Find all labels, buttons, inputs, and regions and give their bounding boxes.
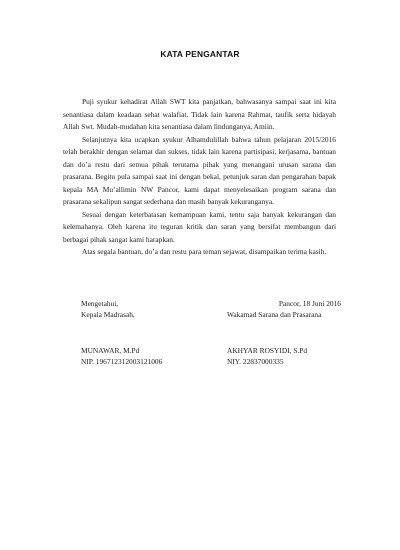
- document-body: [63, 96, 336, 259]
- signature-right-footer: [227, 345, 343, 367]
- signature-left-name: MUNAWAR, M.Pd: [81, 346, 140, 355]
- document-title: KATA PENGANTAR: [160, 49, 240, 59]
- paragraph-closing: Atas segala bantuan, do’a dan restu para teman sejawat, disampaikan terima kasih.: [82, 247, 327, 256]
- signature-right-id: NIY. 22837000335: [227, 357, 284, 366]
- signature-left-label: Mengetahui,: [81, 299, 119, 308]
- signature-left-header: [81, 298, 135, 320]
- signature-right-place-date: Pancor, 18 Juni 2016: [278, 299, 341, 308]
- signature-right-header: [227, 298, 343, 320]
- paragraph-limitations: Sesuai dengan keterbatasan kemampuan kami, tentu saja banyak kekurangan dan kelemahanya. Oleh karena itu teguran kritik dan saran yang bersifat membangun dari berbagai pihak sangat kami harapkan.: [63, 209, 336, 244]
- signature-left-footer: [81, 345, 162, 367]
- signature-right-position: Wakamad Sarana dan Prasarana: [227, 310, 322, 319]
- paragraph-opening: Puji syukur kehadirat Allah SWT kita panjatkan, bahwasanya sampai saat ini kita senantiasa dalam keadaan sehat walafiat. Tidak lain karena Rahmat, taufik serta hidayah Allah Swt. Mudah-mudahan kita senantiasa dalam lindunganya, Amiin.: [63, 97, 336, 131]
- signature-right-name: AKHYAR ROSYIDI, S.Pd: [227, 346, 308, 355]
- signature-left-position: Kepala Madrasah,: [81, 310, 135, 319]
- paragraph-gratitude: Selanjutnya kita ucapkan syukur Alhamdulillah bahwa tahun pelajaran 2015/2016 telah berakhir dengan selamat dan sukses, tidak lain karena partisipasi, kerjasama, bantuan dan do’a restu dari semua pihak terutama pihak yang menangani urusan sarana dan prasarana. Begitu pula sampai saat ini dengan bekal, petunjuk saran dan pengarahan bapak kepala MA Mu’allimin NW Pancor, kami dapat menyelesaikan program sarana dan prasarana sekalipun sangat sederhana dan masih banyak kekuranganya.: [63, 134, 336, 206]
- signature-left-id: NIP. 196712312003121006: [81, 357, 163, 366]
